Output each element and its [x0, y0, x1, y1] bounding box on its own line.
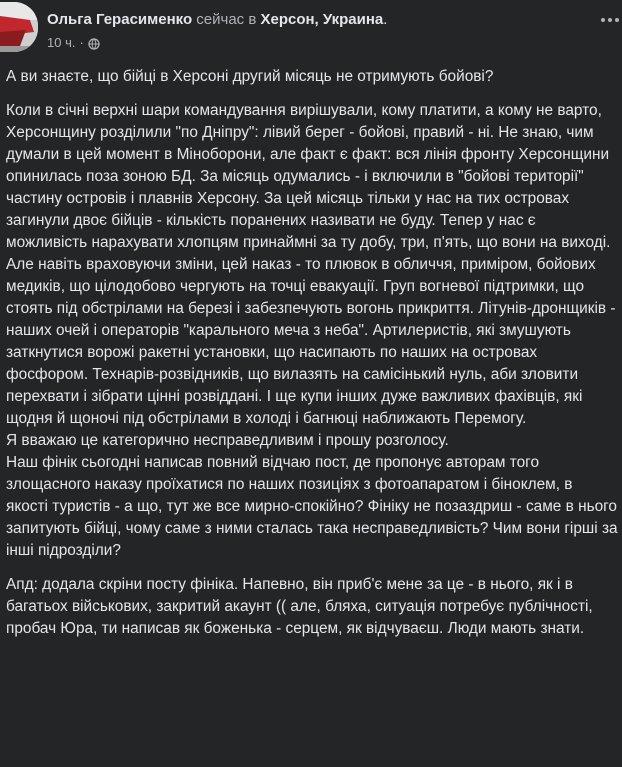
post-body: [6, 66, 618, 640]
more-options-icon[interactable]: [598, 8, 622, 32]
status-text: сейчас в: [196, 11, 257, 28]
post-author-line: [47, 11, 387, 29]
author-name-link[interactable]: Ольга Герасименко: [47, 11, 193, 28]
post-paragraph-main: Коли в січні верхні шари командування вирішували, кому платити, а кому не варто, Херсонщину розділили "по Дніпру": лівий берег - бойові, правий - ні. Не знаю, чим думали в цей момент в Міноборони, але факт є факт: вся лінія фронту Херсонщини опинилась поза зоною БД. За місяць одумались - і включили в "бойові території" частину островів і плавнів Херсону. За цей місяць тільки у нас на тих островах загинули двоє бійців - кількість поранених називати не буду. Тепер у нас є можливість нарахувати хлопцям принаймні за ту добу, три, п'ять, що вони на виході. Але навіть враховуючи зміни, цей наказ - то плювок в обличчя, приміром, бойових медиків, що цілодобово чергують на точці евакуації. Груп вогневої підтримки, що стоять під обстрілами на березі і забезпечують вогонь прикриття. Літунів-дронщиків - наших очей і операторів "карального меча з неба". Артилеристів, які змушують заткнутися ворожі ракетні установки, що насипають по наших на островах фосфором. Технарів-розвідників, що вилазять на самісінький нуль, аби зловити перехвати і зібрати цінні розвіддані. І ще купи інших дуже важливих фахівців, які щодня й щоночі під обстрілами в холоді і багнюці наближають Перемогу.: [6, 102, 616, 427]
post-paragraph-request: Я вважаю це категорично несправедливим і прошу розголосу.: [6, 432, 449, 449]
meta-separator: ·: [79, 35, 84, 50]
post-paragraph-intro: А ви знаєте, що бійці в Херсоні другий місяць не отримують бойові?: [6, 68, 494, 85]
globe-icon[interactable]: [88, 38, 100, 50]
location-link[interactable]: Херсон, Украина: [260, 11, 384, 28]
post-paragraph-finik: Наш фінік сьогодні написав повний відчаю пост, де пропонує авторам того злощасного наказу проїхатися по наших позиціях з фотоапаратом і біноклем, в якості туристів - а що, тут же все мирно-спокійно? Фініку не позаздриш - саме в нього запитують бійці, чому саме з ними сталась така несправедливість? Чим вони гірші за інші підрозділи?: [6, 454, 618, 559]
post-header: [0, 0, 622, 60]
avatar-image: [0, 2, 38, 52]
post-meta: [47, 35, 100, 51]
post-timestamp[interactable]: 10 ч.: [47, 35, 76, 50]
header-period: .: [383, 11, 388, 28]
avatar[interactable]: [0, 2, 38, 52]
post-paragraph-update: Апд: додала скріни посту фініка. Напевно, він приб'є мене за це - в нього, як і в багатьох військових, закритий акаунт (( але, бляха, ситуація потребує публічності, пробач Юра, ти написав як боженька - серцем, як відчуваєш. Люди мають знати.: [6, 576, 593, 637]
